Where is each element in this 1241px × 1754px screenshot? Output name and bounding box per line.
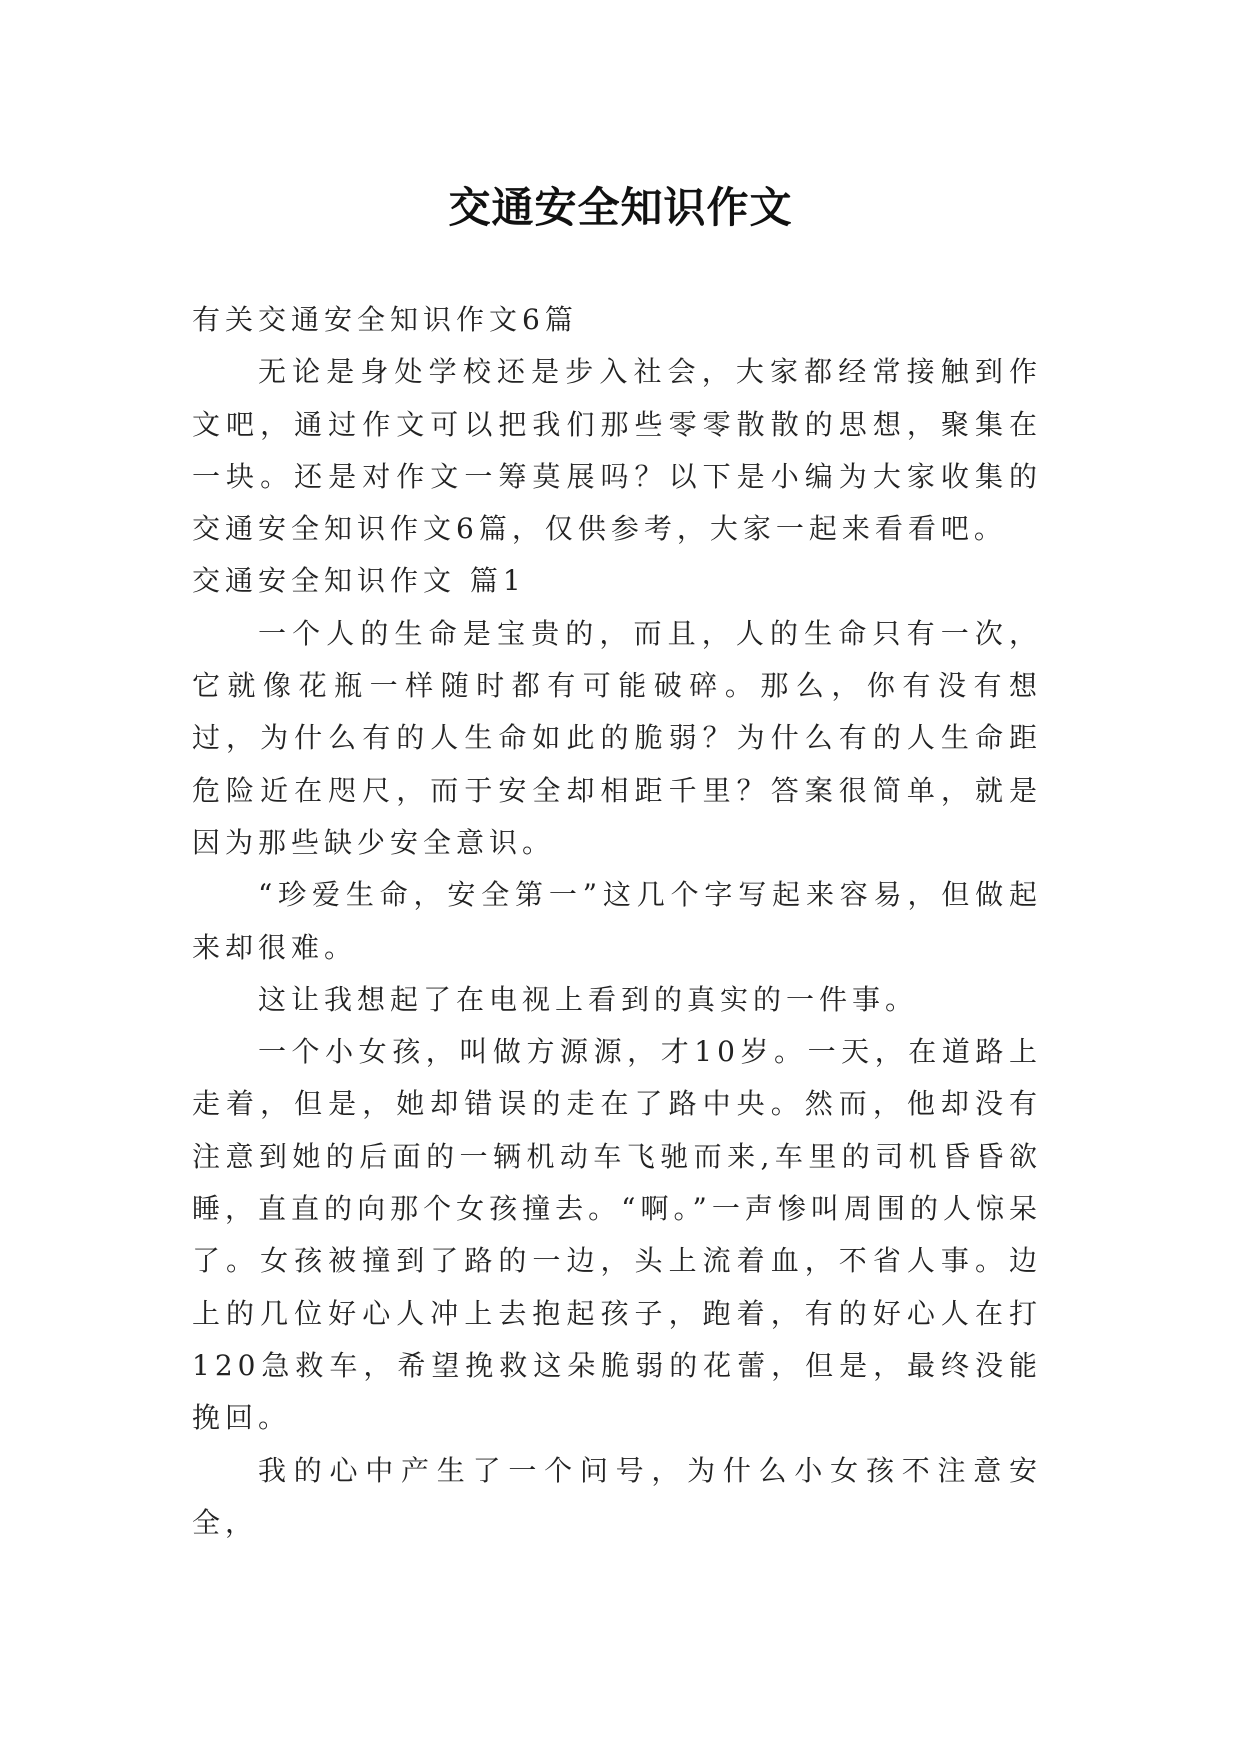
document-body — [192, 294, 1042, 1549]
intro-paragraph: 无论是身处学校还是步入社会，大家都经常接触到作文吧，通过作文可以把我们那些零零散散的思想，聚集在一块。还是对作文一筹莫展吗？以下是小编为大家收集的交通安全知识作文6篇，仅供参考，大家一起来看看吧。 — [192, 355, 1042, 546]
body-paragraph: “珍爱生命，安全第一”这几个字写起来容易，但做起来却很难。 — [192, 878, 1042, 964]
body-paragraph: 我的心中产生了一个问号，为什么小女孩不注意安全， — [192, 1453, 1042, 1539]
body-paragraph: 一个小女孩，叫做方源源，才10岁。一天，在道路上走着，但是，她却错误的走在了路中央。然而，他却没有注意到她的后面的一辆机动车飞驰而来,车里的司机昏昏欲睡，直直的向那个女孩撞去。“啊。”一声惨叫周围的人惊呆了。女孩被撞到了路的一边，头上流着血，不省人事。边上的几位好心人冲上去抱起孩子，跑着，有的好心人在打120急救车，希望挽救这朵脆弱的花蕾，但是，最终没能挽回。 — [192, 1035, 1042, 1435]
section-heading: 交通安全知识作文 篇1 — [192, 564, 526, 598]
subtitle-line: 有关交通安全知识作文6篇 — [192, 303, 578, 336]
document-title: 交通安全知识作文 — [448, 183, 793, 233]
body-paragraph: 这让我想起了在电视上看到的真实的一件事。 — [258, 982, 919, 1016]
body-paragraph: 一个人的生命是宝贵的，而且，人的生命只有一次，它就像花瓶一样随时都有可能破碎。那么，你有没有想过，为什么有的人生命如此的脆弱？为什么有的人生命距危险近在咫尺，而于安全却相距千里？答案很简单，就是因为那些缺少安全意识。 — [192, 616, 1042, 859]
